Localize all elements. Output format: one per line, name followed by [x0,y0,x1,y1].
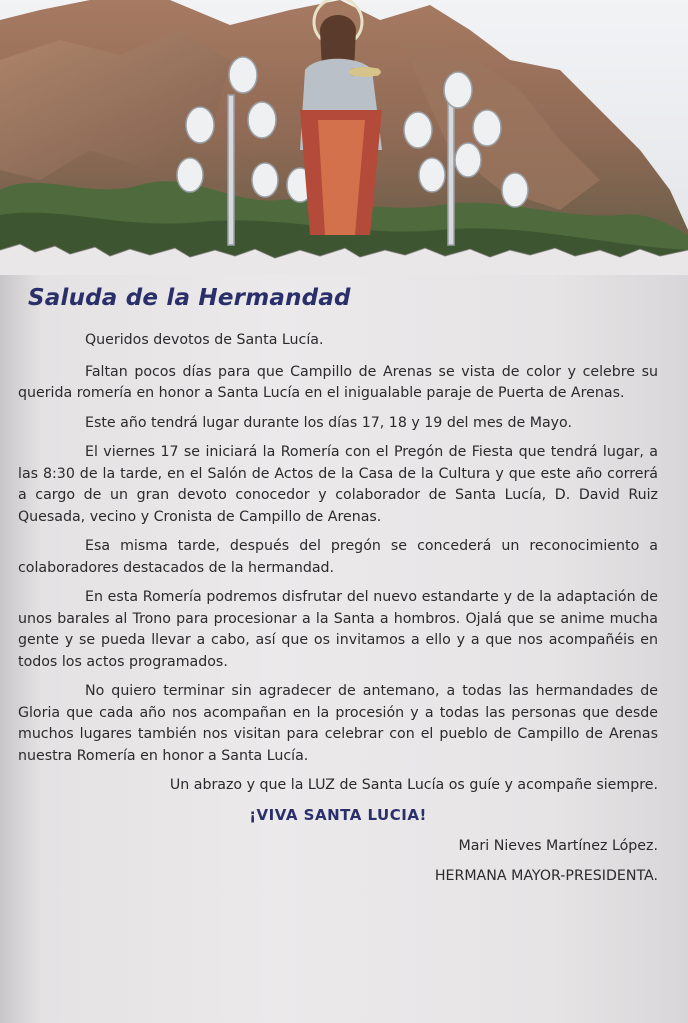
letter-paragraph: El viernes 17 se iniciará la Romería con el Pregón de Fiesta que tendrá lugar, a las 8:30 de la tarde, en el Salón de Actos de la Casa de la Cultura y que este año correrá a cargo de un gran devoto conocedor y colaborador de Santa Lucía, D. David Ruiz Quesada, vecino y Cronista de Campillo de Arenas. [18,444,658,525]
header-photo-santa-lucia [0,0,688,275]
letter-paragraph: No quiero terminar sin agradecer de antemano, a todas las hermandades de Gloria que cada año nos acompañan en la procesión y a todas las personas que desde muchos lugares también nos visitan para celebrar con el pueblo de Campillo de Arenas nuestra Romería en honor a Santa Lucía. [18,683,658,764]
page-title: Saluda de la Hermandad [28,285,351,311]
letter-paragraph: Esa misma tarde, después del pregón se concederá un reconocimiento a colaboradores destacados de la hermandad. [18,538,658,576]
letter-paragraph: Este año tendrá lugar durante los días 17, 18 y 19 del mes de Mayo. [85,414,572,431]
header-photo-illustration [0,0,688,275]
letter-greeting: Queridos devotos de Santa Lucía. [85,332,324,348]
letter-paragraph: En esta Romería podremos disfrutar del nuevo estandarte y de la adaptación de unos barales al Trono para procesionar a la Santa a hombros. Ojalá que se anime mucha gente y se pueda llevar a cabo, así que os invitamos a ello y a que nos acompañéis en todos los actos programados. [18,589,658,670]
letter-exclamation: ¡VIVA SANTA LUCIA! [249,805,427,824]
signature-name: Mari Nieves Martínez López. [458,838,658,854]
letter-paragraph: Faltan pocos días para que Campillo de Arenas se vista de color y celebre su querida romería en honor a Santa Lucía en el inigualable paraje de Puerta de Arenas. [18,363,658,401]
letter-closing: Un abrazo y que la LUZ de Santa Lucía os guíe y acompañe siempre. [169,777,658,793]
letter-body [18,330,658,895]
signature-role: HERMANA MAYOR-PRESIDENTA. [434,867,658,884]
